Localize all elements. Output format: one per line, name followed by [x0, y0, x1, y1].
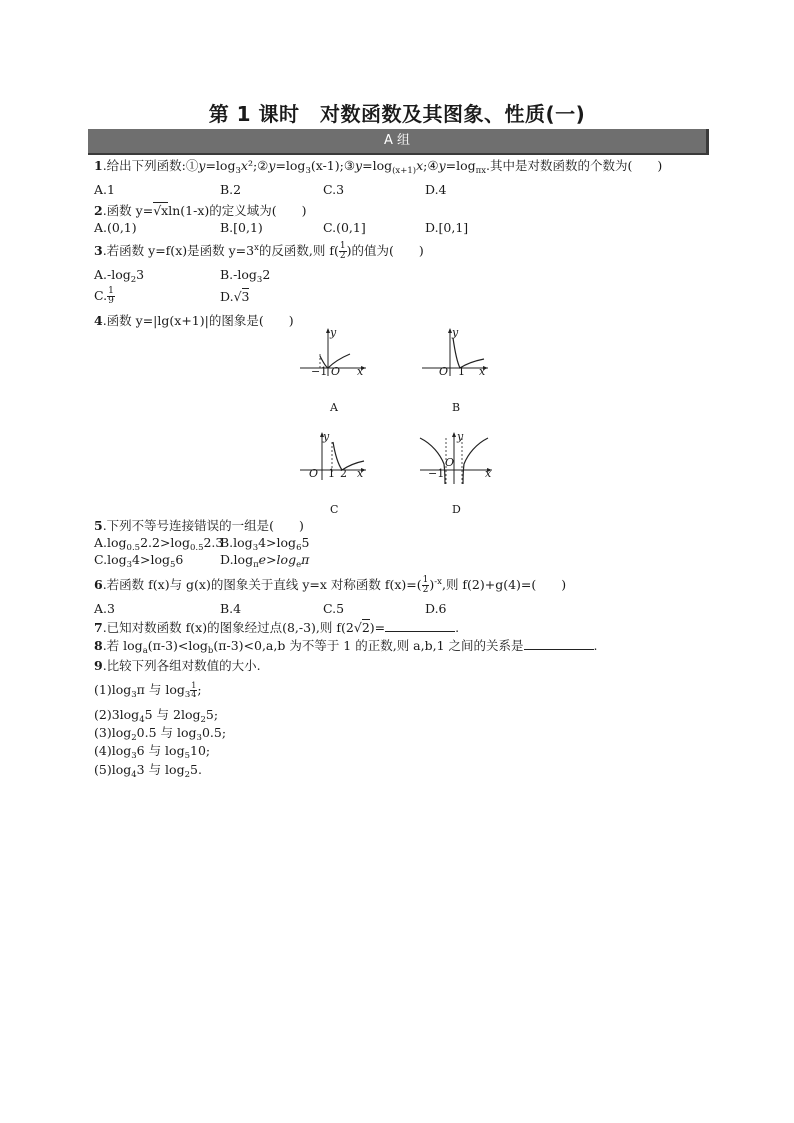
q6-option-d: D.6: [425, 601, 447, 616]
q9-part-4: $(4)\log_36$ 与 $\log_510$;: [94, 743, 211, 761]
q1-option-d: D.4: [425, 182, 447, 197]
q6-option-c: C.5: [323, 601, 345, 616]
q8-answer-blank[interactable]: [524, 649, 594, 650]
q2-option-b: B.[0,1): [220, 220, 263, 235]
q2-option-a: A.(0,1): [94, 220, 137, 235]
q9-part-2: $(2)3\log_45$ 与 $2\log_25$;: [94, 707, 219, 725]
q7-answer-blank[interactable]: [385, 631, 455, 632]
question-4: 4.函数 y=|lg(x+1)|的图象是( ): [94, 313, 294, 328]
q3-option-d: D.√3: [220, 289, 250, 304]
q9-part-1: $(1)\log_3\pi$ 与 $\log_3$ $\frac{1}{4}$ ;: [94, 681, 202, 700]
graph-b-label: B: [452, 401, 461, 414]
graph-c-label: C: [330, 503, 339, 516]
q2-option-c: C.(0,1]: [323, 220, 366, 235]
question-7: 7.已知对数函数 f(x)的图象经过点(8,-3),则 f(2√2)= .: [94, 620, 460, 635]
q9-part-3: $(3)\log_20.5$ 与 $\log_30.5$;: [94, 725, 227, 743]
q5-option-b: $B.\log_34>\log_65$: [220, 535, 310, 553]
q3-option-a: $A.-\log_23$: [94, 267, 145, 285]
question-8: 8.若 $\log_a(\pi-3)<\log_b(\pi-3)<0,a,b$ 为不等于 1 的正数,则 a,b,1 之间的关系是 .: [94, 638, 598, 656]
graph-d-label: D: [452, 503, 461, 516]
q5-option-c: $C.\log_34>\log_56$: [94, 552, 184, 570]
q1-option-c: C.3: [323, 182, 345, 197]
q5-option-d: $D.\log_\pi e>\log_e\pi$: [220, 552, 310, 570]
question-6: 6.若函数 f(x)与 g(x)的图象关于直线 y=x 对称函数 f(x)=( $\frac{1}{2}$ )$^{-x}$,则 f(2)+g(4)=( ): [94, 575, 567, 595]
question-2: 2.函数 y=√xln(1-x)的定义域为( ): [94, 203, 307, 218]
q6-option-b: B.4: [220, 601, 242, 616]
question-5: 5.下列不等号连接错误的一组是( ): [94, 518, 304, 533]
group-banner: A 组: [88, 129, 709, 155]
question-9: 9.比较下列各组对数值的大小.: [94, 658, 261, 673]
graph-a-label: A: [330, 401, 338, 414]
q3-option-b: $B.-\log_32$: [220, 267, 271, 285]
q6-option-a: A.3: [94, 601, 115, 616]
q1-option-a: A.1: [94, 182, 115, 197]
question-1: 1.给出下列函数$:①y=\log_3x^2;②y=\log_3(x-1);③y=\log_{(x+1)}x;④y=\log_{\pi x}$.其中是对数函数的个数为( ): [94, 158, 663, 176]
q3-option-c: C. $\frac{1}{9}$: [94, 286, 114, 306]
q2-option-d: D.[0,1]: [425, 220, 469, 235]
q1-option-b: B.2: [220, 182, 242, 197]
q5-option-a: $A.\log_{0.5}2.2>\log_{0.5}2.3$: [94, 535, 224, 553]
question-number: 1: [94, 158, 103, 173]
question-3: 3.若函数 y=f(x)是函数 $y=3^x$的反函数,则 f( $\frac{1}{2}$ )的值为( ): [94, 241, 424, 261]
worksheet-page: 第 1 课时 对数函数及其图象、性质(一) A 组 1.给出下列函数$:①y=\log_3x^2;②y=\log_3(x-1);③y=\log_{(x+1)}x;④y=\log_{\pi x}$.其中是对数函数的个数为( ) A.1 B.2 C.3 D.4 2.函数 y=√xln(1-x)的定义域为( ) A.(0,1) B.[0,1) C.(0,1] D.[0,1] 3.若函数 y=f(x)是函数 $y=3^x$的反函数,则 f( $\frac{1}{2}$ )的值为( ) $A.-\log_23$ $B.-\log_32$ C. $\frac{1}{9}$ D.√3 4.函数 y=|lg(x+1)|的图象是( ) y −1 O x A y O 1 x B y O 1 2 x C y −1 O x D 5.下列不等号连接错误的一组是( ) $A.\log_{0.5}2.2>\log_{0.5}2.3$ $B.\log_34>\log_65$ $C.\log_34>\log_56$ $D.\log_\pi e>\log_e\pi$ 6.若函数 f(x)与 g(x)的图象关于直线 y=x 对称函数 f(x)=( $\frac{1}{2}$ )$^{-x}$,则 f(2)+g(4)=( ) A.3 B.4 C.5 D.6 7.已知对数函数 f(x)的图象经过点(8,-3),则 f(2√2)= . 8.若 $\log_a(\pi-3)<\log_b(\pi-3)<0,a,b$ 为不等于 1 的正数,则 a,b,1 之间的关系是 . 9.比较下列各组对数值的大小. $(1)\log_3\pi$ 与 $\log_3$ $\frac{1}{4}$ ; $(2)3\log_45$ 与 $2\log_25$; $(3)\log_20.5$ 与 $\log_30.5$; $(4)\log_36$ 与 $\log_510$; $(5)\log_43$ 与 $\log_25$.: [0, 0, 794, 1123]
q9-part-5: $(5)\log_43$ 与 $\log_25$.: [94, 762, 202, 780]
page-title: 第 1 课时 对数函数及其图象、性质(一): [208, 102, 586, 126]
